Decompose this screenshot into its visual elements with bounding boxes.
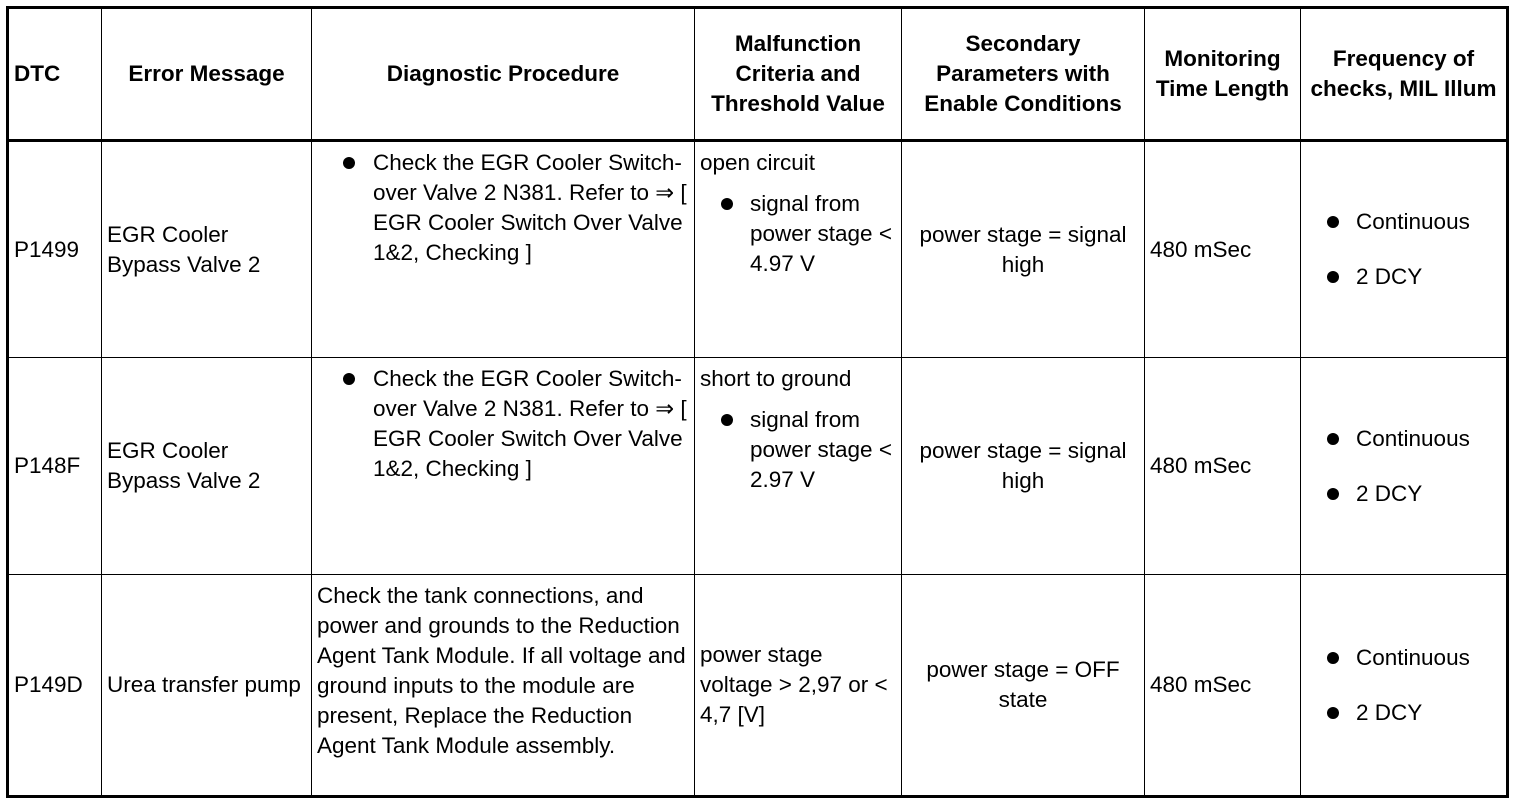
diagnostic-procedure: Check the tank connections, and power and grounds to the Reduction Agent Tank Module. If all voltage and ground inputs to the module are present, Replace the Reduction Agent Tank Module assembly. — [312, 575, 695, 797]
diagnostic-procedure — [312, 358, 695, 575]
criteria-intro: open circuit — [700, 150, 816, 175]
monitoring-time: 480 mSec — [1145, 358, 1301, 575]
frequency-item: 2 DCY — [1306, 698, 1501, 728]
dtc-code: P149D — [8, 575, 102, 797]
frequency-cell — [1301, 141, 1508, 358]
error-message: EGR Cooler Bypass Valve 2 — [102, 141, 312, 358]
frequency-item: Continuous — [1306, 207, 1501, 237]
frequency-item: 2 DCY — [1306, 479, 1501, 509]
procedure-bullet-item: Check the EGR Cooler Switch-over Valve 2 N381. Refer to ⇒ [ EGR Cooler Switch Over Valve 1&2, Checking ] — [317, 364, 689, 484]
frequency-item: Continuous — [1306, 424, 1501, 454]
criteria-bullet-item: signal from power stage < 2.97 V — [700, 405, 896, 495]
dtc-code: P148F — [8, 358, 102, 575]
diagnostic-procedure — [312, 141, 695, 358]
table-row — [8, 358, 1508, 575]
criteria-intro: short to ground — [700, 366, 852, 391]
header-malfunction-criteria: Malfunction Criteria and Threshold Value — [695, 8, 902, 141]
frequency-cell — [1301, 358, 1508, 575]
dtc-code: P1499 — [8, 141, 102, 358]
malfunction-criteria: power stage voltage > 2,97 or < 4,7 [V] — [695, 575, 902, 797]
header-frequency: Frequency of checks, MIL Illum — [1301, 8, 1508, 141]
monitoring-time: 480 mSec — [1145, 141, 1301, 358]
malfunction-criteria — [695, 358, 902, 575]
header-row — [8, 8, 1508, 141]
criteria-bullet-item: signal from power stage < 4.97 V — [700, 189, 896, 279]
header-error-message: Error Message — [102, 8, 312, 141]
secondary-parameters: power stage = signal high — [902, 141, 1145, 358]
secondary-parameters: power stage = signal high — [902, 358, 1145, 575]
table-row — [8, 141, 1508, 358]
monitoring-time: 480 mSec — [1145, 575, 1301, 797]
procedure-bullet-item: Check the EGR Cooler Switch-over Valve 2 N381. Refer to ⇒ [ EGR Cooler Switch Over Valve 1&2, Checking ] — [317, 148, 689, 268]
dtc-table — [6, 6, 1509, 798]
table-row — [8, 575, 1508, 797]
frequency-item: Continuous — [1306, 643, 1501, 673]
secondary-parameters: power stage = OFF state — [902, 575, 1145, 797]
header-monitoring-time: Monitoring Time Length — [1145, 8, 1301, 141]
header-diagnostic-procedure: Diagnostic Procedure — [312, 8, 695, 141]
malfunction-criteria — [695, 141, 902, 358]
error-message: EGR Cooler Bypass Valve 2 — [102, 358, 312, 575]
frequency-cell — [1301, 575, 1508, 797]
frequency-item: 2 DCY — [1306, 262, 1501, 292]
header-dtc: DTC — [8, 8, 102, 141]
header-secondary-parameters: Secondary Parameters with Enable Conditions — [902, 8, 1145, 141]
error-message: Urea transfer pump — [102, 575, 312, 797]
